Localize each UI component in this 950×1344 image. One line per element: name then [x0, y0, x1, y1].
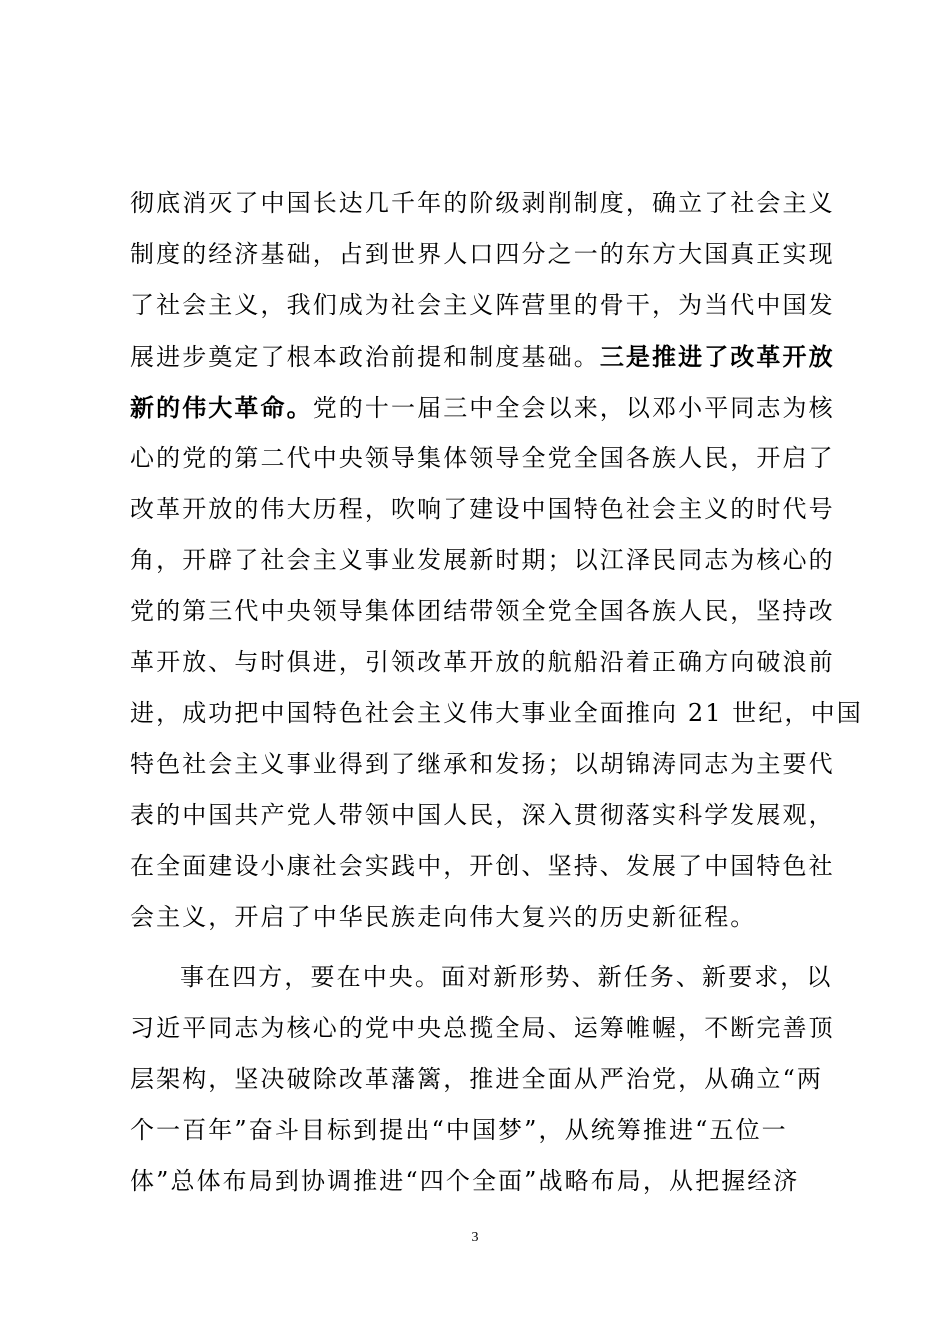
text-line: 彻底消灭了中国长达几千年的阶级剥削制度，确立了社会主义 [130, 189, 835, 217]
bold-heading-segment: 新的伟大革命。 [130, 393, 313, 422]
bold-heading-segment: 三是推进了改革开放 [599, 342, 835, 371]
text-line: 角，开辟了社会主义事业发展新时期；以江泽民同志为核心的 [130, 546, 835, 574]
text-line: 心的党的第二代中央领导集体领导全党全国各族人民，开启了 [130, 444, 835, 472]
paragraph-1 [130, 178, 863, 943]
text-segment: 党的十一届三中全会以来，以邓小平同志为核 [312, 394, 835, 422]
text-line: 党的第三代中央领导集体团结带领全党全国各族人民，坚持改 [130, 597, 835, 625]
paragraph-gap [130, 943, 835, 952]
text-line: 体”总体布局到协调推进“四个全面”战略布局，从把握经济 [130, 1167, 800, 1195]
page-number: 3 [471, 1230, 479, 1245]
text-segment: 展进步奠定了根本政治前提和制度基础。 [130, 343, 600, 371]
text-line: 会主义，开启了中华民族走向伟大复兴的历史新征程。 [130, 903, 757, 931]
text-line: 在全面建设小康社会实践中，开创、坚持、发展了中国特色社 [130, 852, 835, 880]
text-line: 制度的经济基础，占到世界人口四分之一的东方大国真正实现 [130, 240, 835, 268]
text-line: 改革开放的伟大历程，吹响了建设中国特色社会主义的时代号 [130, 495, 835, 523]
text-line: 革开放、与时俱进，引领改革开放的航船沿着正确方向破浪前 [130, 648, 835, 676]
text-line: 层架构，坚决破除改革藩篱，推进全面从严治党，从确立“两 [130, 1065, 823, 1093]
text-line [130, 331, 835, 382]
text-line: 表的中国共产党人带领中国人民，深入贯彻落实科学发展观， [130, 801, 835, 829]
text-line: 了社会主义，我们成为社会主义阵营里的骨干，为当代中国发 [130, 291, 835, 319]
text-line: 习近平同志为核心的党中央总揽全局、运筹帷幄，不断完善顶 [130, 1014, 835, 1042]
text-line: 特色社会主义事业得到了继承和发扬；以胡锦涛同志为主要代 [130, 750, 835, 778]
text-line: 进，成功把中国特色社会主义伟大事业全面推向 21 世纪，中国 [130, 699, 863, 727]
text-line [130, 382, 835, 433]
text-line: 个一百年”奋斗目标到提出“中国梦”，从统筹推进“五位一 [130, 1116, 788, 1144]
paragraph-2 [130, 952, 835, 1207]
body-text [130, 178, 863, 1207]
text-line: 事在四方，要在中央。面对新形势、新任务、新要求，以 [180, 963, 833, 991]
